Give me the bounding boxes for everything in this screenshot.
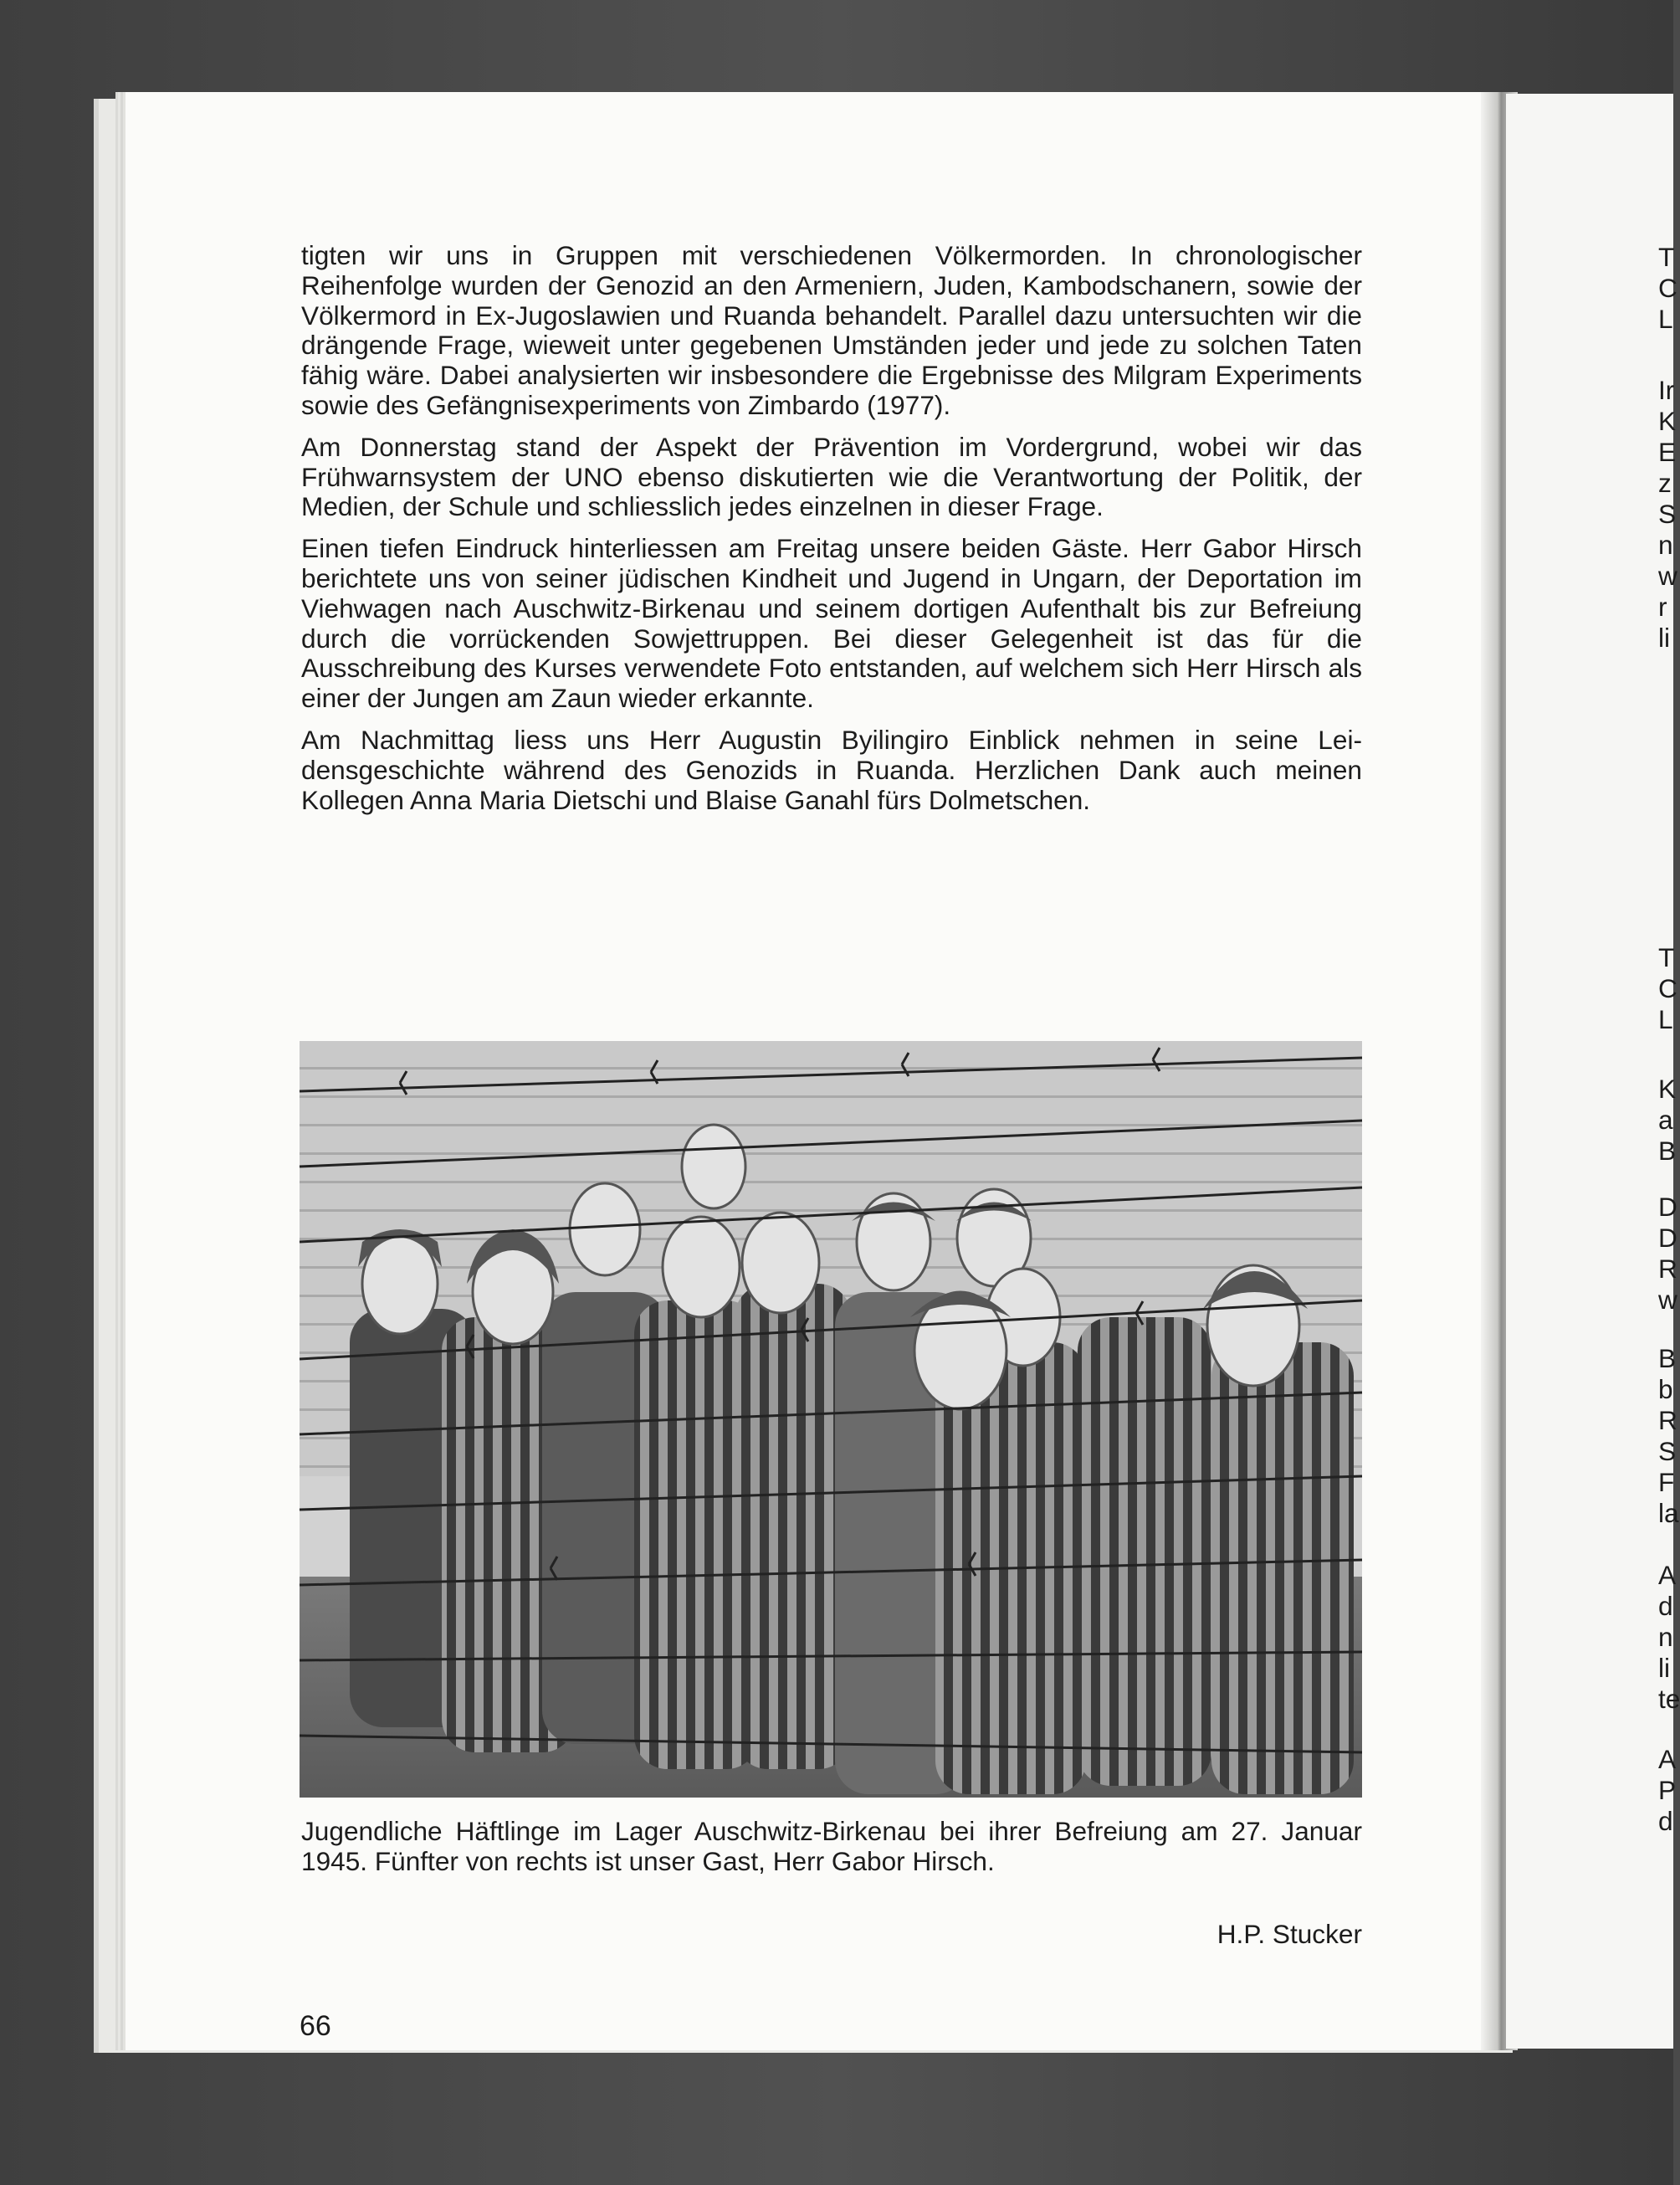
right-fragment: C [1658, 973, 1677, 1003]
paragraph: Am Donnerstag stand der Aspekt der Prävention im Vordergrund, wobei wir das Frühwarnsystem der UNO ebenso diskutierten wie die Verantwortung der Politik, der Medien, der Schule und schliesslich jedes einzelnen in dieser Frage. [301, 431, 1362, 522]
right-fragment: T [1658, 942, 1675, 972]
right-fragment: a [1658, 1105, 1673, 1135]
right-fragment: P [1658, 1775, 1677, 1805]
right-fragment: Ir [1658, 375, 1675, 405]
right-fragment: B [1658, 1343, 1677, 1373]
historical-photo [300, 1041, 1362, 1798]
paragraph: Am Nachmittag liess uns Herr Augustin Byilingiro Einblick nehmen in seine Leidensgeschichte während des Genozids in Ruanda. Herzlichen Dank auch meinen Kollegen Anna Maria Dietschi und Blaise Ganahl fürs Dolmetschen. [301, 724, 1362, 815]
right-fragment: w [1658, 1285, 1677, 1315]
paragraph: Einen tiefen Eindruck hinterliessen am Freitag unsere beiden Gäste. Herr Gabor Hirsch berichtete uns von seiner jüdischen Kindheit und Jugend in Ungarn, der Deportation im Viehwagen nach Auschwitz-Birkenau und seinem dortigen Aufenthalt bis zur Befreiung durch die vorrückenden Sowjettruppen. Bei dieser Gelegenheit ist das für die Ausschreibung des Kurses verwendete Foto entstanden, auf welchem sich Herr Hirsch als einer der Jungen am Zaun wieder erkannte. [301, 533, 1362, 714]
right-fragment: r [1658, 592, 1667, 622]
right-fragment: b [1658, 1374, 1673, 1404]
right-fragment: li [1658, 623, 1671, 653]
right-fragment: R [1658, 1405, 1677, 1435]
right-fragment: K [1658, 406, 1677, 436]
right-fragment: T [1658, 242, 1675, 272]
right-fragment: z [1658, 468, 1672, 498]
right-fragment: L [1658, 1004, 1673, 1034]
right-fragment: D [1658, 1223, 1677, 1253]
right-fragment: F [1658, 1467, 1675, 1497]
photo-illustration [300, 1041, 1362, 1798]
right-fragment: R [1658, 1254, 1677, 1284]
right-fragment: d [1658, 1591, 1673, 1621]
right-fragment: B [1658, 1136, 1677, 1166]
right-fragment: K [1658, 1074, 1677, 1104]
right-page [1506, 94, 1673, 2049]
article-body [301, 241, 1362, 827]
photo-caption: Jugendliche Häftlinge im Lager Auschwitz-Birkenau bei ihrer Befreiung am 27. Januar 1945. Fünfter von rechts ist unser Gast, Herr Gabor Hirsch. [301, 1816, 1362, 1876]
page-number: 66 [300, 2010, 331, 2042]
right-fragment: A [1658, 1744, 1677, 1774]
right-fragment: li [1658, 1653, 1671, 1683]
right-fragment: n [1658, 1622, 1673, 1652]
right-fragment: D [1658, 1192, 1677, 1222]
right-fragment: n [1658, 530, 1673, 560]
right-fragment: w [1658, 561, 1677, 591]
right-fragment: A [1658, 1560, 1677, 1590]
right-fragment: C [1658, 273, 1677, 303]
right-fragment: L [1658, 304, 1673, 334]
right-fragment: E [1658, 437, 1677, 467]
right-fragment: la [1658, 1498, 1679, 1528]
paragraph: tigten wir uns in Gruppen mit verschiedenen Völkermorden. In chronologischer Reihenfolge wurden der Genozid an den Armeniern, Juden, Kambodschanern, sowie der Völkermord in Ex-Jugoslawien und Ruanda behandelt. Parallel dazu untersuchten wir die drängende Frage, wieweit unter gegebenen Umständen jeder und jede zu solchen Taten fähig wäre. Dabei analysierten wir insbesondere die Ergebnisse des Milgram Experiments sowie des Gefängnisexperiments von Zimbardo (1977). [301, 240, 1362, 420]
right-fragment: S [1658, 1436, 1677, 1466]
right-fragment: d [1658, 1806, 1673, 1836]
author-signature: H.P. Stucker [1216, 1919, 1362, 1949]
right-fragment: te [1658, 1684, 1680, 1714]
right-fragment: S [1658, 499, 1677, 529]
